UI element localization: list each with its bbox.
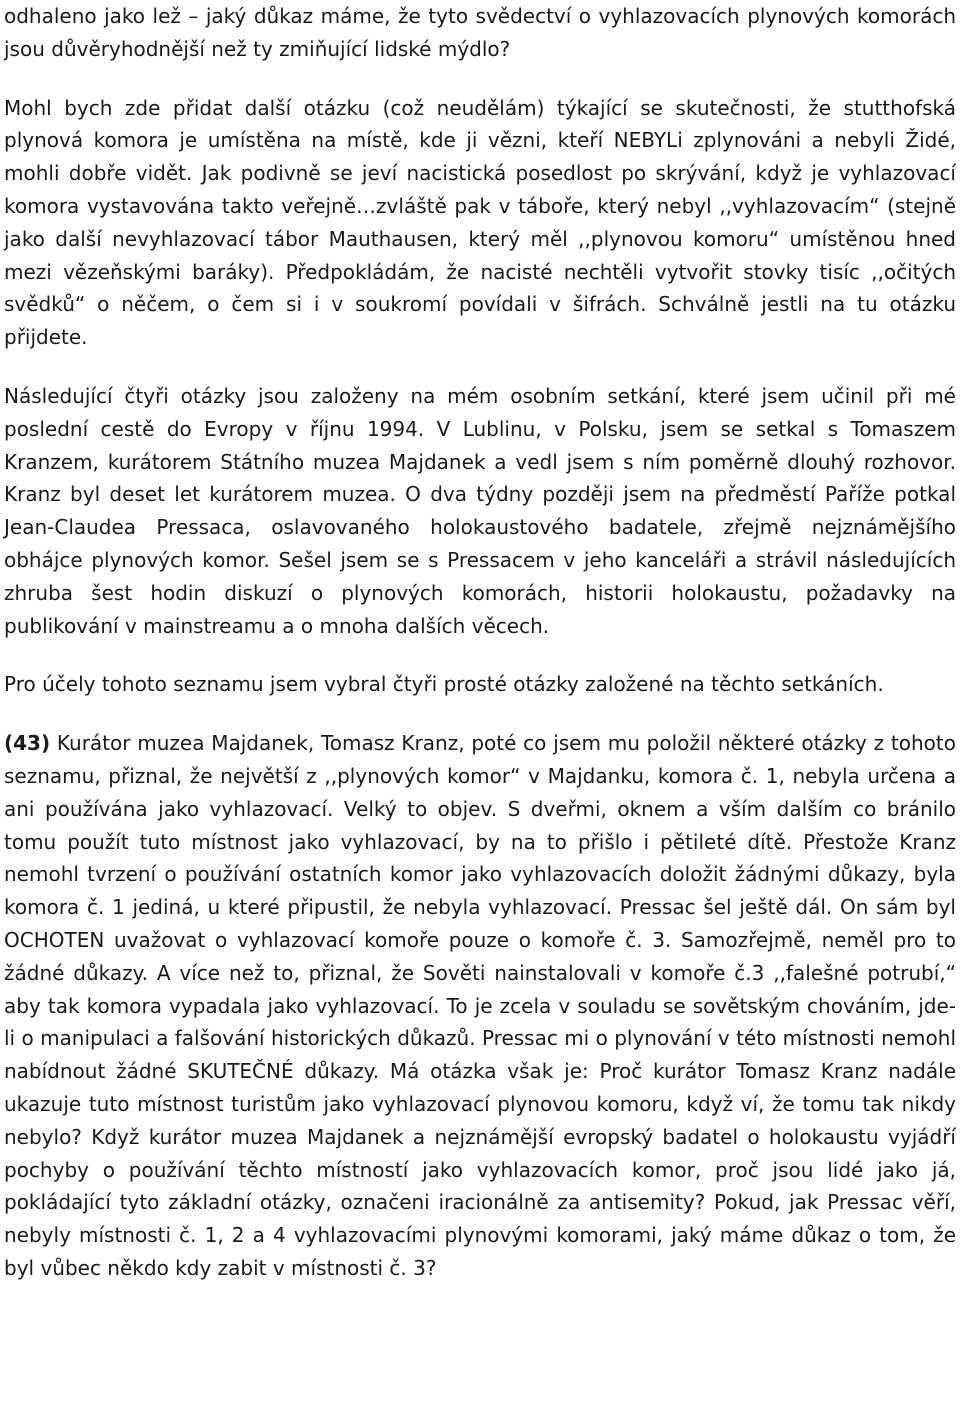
question-number: (43) [4,731,51,756]
question-text: Kurátor muzea Majdanek, Tomasz Kranz, poté co jsem mu položil některé otázky z tohoto seznamu, přiznal, že největší z ,,plynových komor“ v Majdanku, komora č. 1, nebyla určena a ani používána jako vyhlazovací. Velký to objev. S dveřmi, oknem a vším dalším co bránilo tomu použít tuto místnost jako vyhlazovací, by na to přišlo i pětileté dítě. Přestože Kranz nemohl tvrzení o používání ostatních komor jako vyhlazovacích doložit žádnými důkazy, byla komora č. 1 jediná, u které připustil, že nebyla vyhlazovací. Pressac šel ještě dál. On sám byl OCHOTEN uvažovat o vyhlazovací komoře pouze o komoře č. 3. Samozřejmě, neměl pro to žádné důkazy. A více než to, přiznal, že Sověti nainstalovali v komoře č.3 ,,falešné potrubí,“ aby tak komora vypadala jako vyhlazovací. To je zcela v souladu se sovětským chováním, jde-li o manipulaci a falšování historických důkazů. Pressac mi o plynování v této místnosti nemohl nabídnout žádné SKUTEČNÉ důkazy. Má otázka však je: Proč kurátor Tomasz Kranz nadále ukazuje tuto místnost turistům jako vyhlazovací plynovou komoru, když ví, že tomu tak nikdy nebylo? Když kurátor muzea Majdanek a nejznámější evropský badatel o holokaustu vyjádří pochyby o používání těchto místností jako vyhlazovacích komor, proč jsou lidé jako já, pokládající tyto základní otázky, označeni iracionálně za antisemity? Pokud, jak Pressac věří, nebyly místnosti č. 1, 2 a 4 vyhlazovacími plynovými komorami, jaký máme důkaz o tom, že byl vůbec někdo kdy zabit v místnosti č. 3? [4,731,956,1280]
document-page [4,0,956,1285]
paragraph-gap [4,642,956,668]
question-paragraph [4,727,956,1285]
paragraph-intro: odhaleno jako lež – jaký důkaz máme, že tyto svědectví o vyhlazovacích plynových komorách jsou důvěryhodnější než ty zmiňující lidské mýdlo? [4,4,956,61]
paragraph-gap [4,701,956,727]
paragraph-gap [4,66,956,92]
paragraph-purpose: Pro účely tohoto seznamu jsem vybral čtyři prosté otázky založené na těchto setkáních. [4,672,884,697]
paragraph-stutthof: Mohl bych zde přidat další otázku (což neudělám) týkající se skutečnosti, že stutthofská plynová komora je umístěna na místě, kde ji vězni, kteří NEBYLi zplynováni a nebyli Židé, mohli dobře vidět. Jak podivně se jeví nacistická posedlost po skrývání, když je vyhlazovací komora vystavována takto veřejně…zvláště pak v táboře, který nebyl ,,vyhlazovacím“ (stejně jako další nevyhlazovací tábor Mauthausen, který měl ,,plynovou komoru“ umístěnou hned mezi vězeňskými baráky). Předpokládám, že nacisté nechtěli vytvořit stovky tisíc ,,očitých svědků“ o něčem, o čem si i v soukromí povídali v šifrách. Schválně jestli na tu otázku přijdete. [4,95,956,350]
paragraph-gap [4,354,956,380]
paragraph-meetings: Následující čtyři otázky jsou založeny na mém osobním setkání, které jsem učinil při mé poslední cestě do Evropy v říjnu 1994. V Lublinu, v Polsku, jsem se setkal s Tomaszem Kranzem, kurátorem Státního muzea Majdanek a vedl jsem s ním poměrně dlouhý rozhovor. Kranz byl deset let kurátorem muzea. O dva týdny později jsem na předměstí Paříže potkal Jean-Claudea Pressaca, oslavovaného holokaustového badatele, zřejmě nejznámějšího obhájce plynových komor. Sešel jsem se s Pressacem v jeho kanceláři a strávil následujících zhruba šest hodin diskuzí o plynových komorách, historii holokaustu, požadavky na publikování v mainstreamu a o mnoha dalších věcech. [4,383,956,638]
